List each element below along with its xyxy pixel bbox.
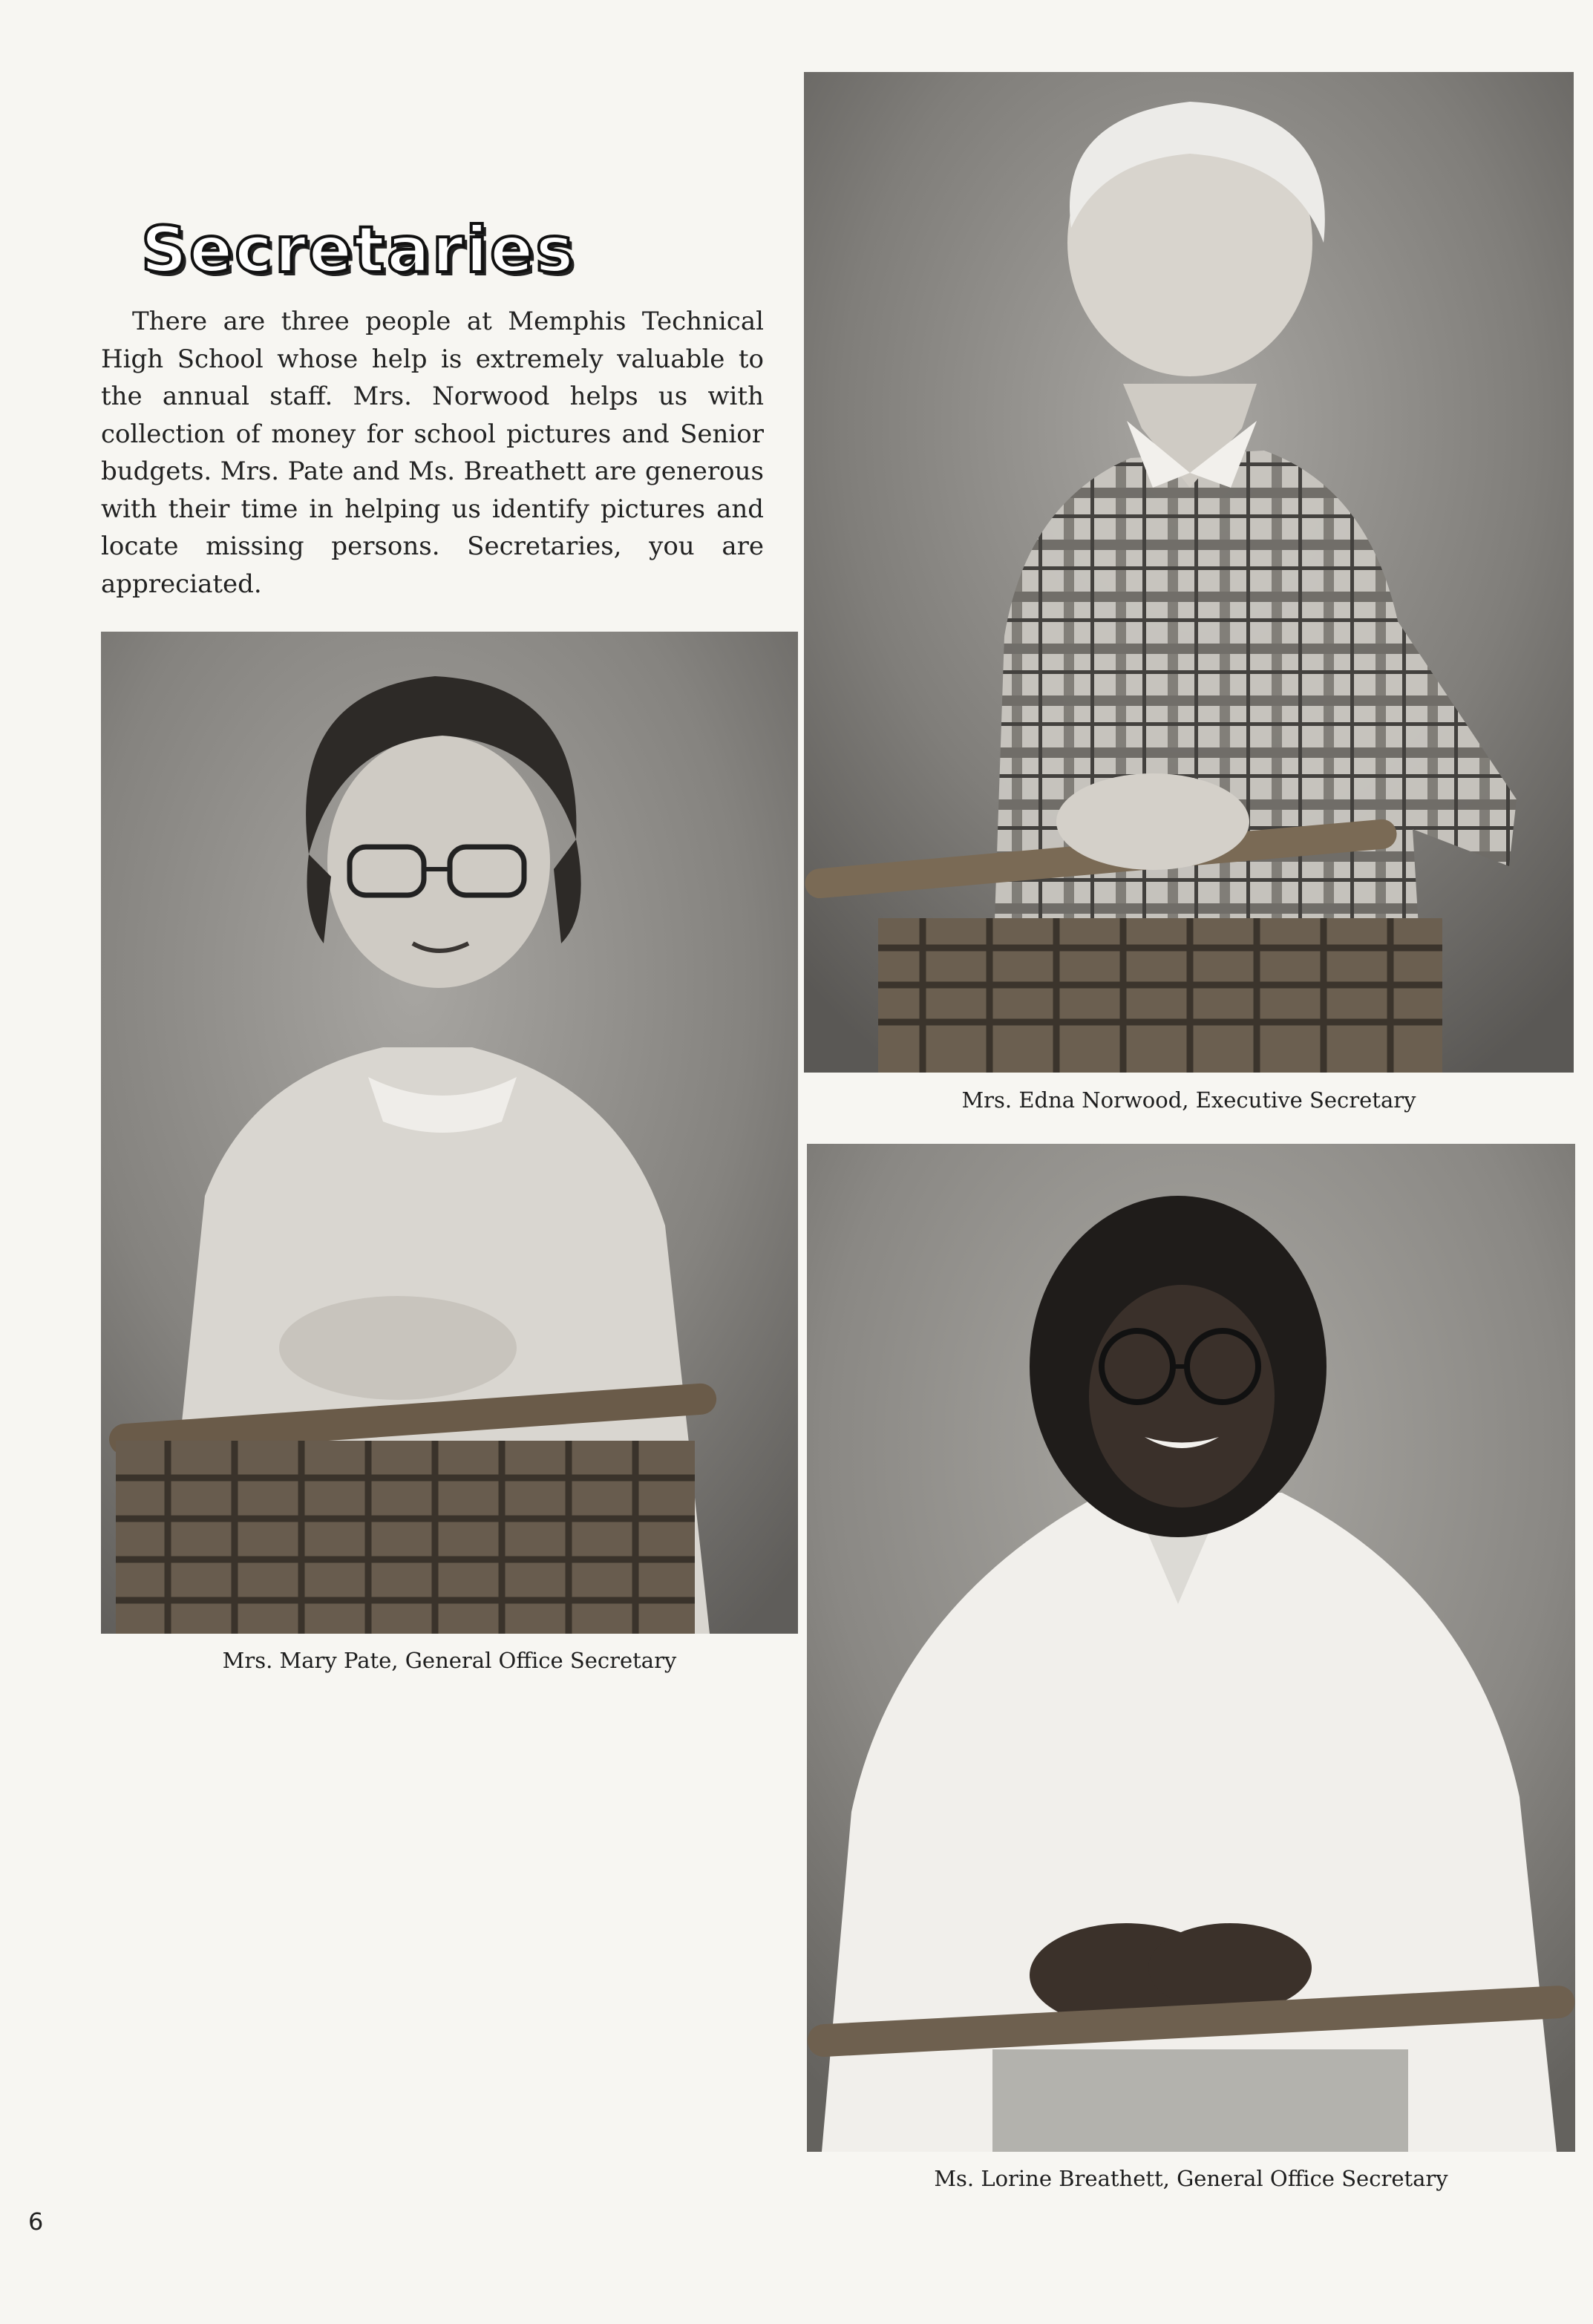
portrait-photo-pate <box>101 632 798 1634</box>
intro-paragraph: There are three people at Memphis Technical High School whose help is extremely valuable to the annual staff. Mrs. Norwood helps us with collection of money for school pictures and Senior budgets. Mrs. Pate and Ms. Breathett are generous with their time in helping us identify pictures and locate missing persons. Secretaries, you are appreciated. <box>101 307 764 599</box>
portrait-caption: Ms. Lorine Breathett, General Office Secretary <box>934 2166 1448 2191</box>
portrait-caption: Mrs. Edna Norwood, Executive Secretary <box>961 1087 1416 1113</box>
page-title: Secretaries <box>141 213 576 287</box>
page-number: 6 <box>28 2207 44 2236</box>
portrait-photo-norwood <box>804 72 1574 1073</box>
portrait-caption: Mrs. Mary Pate, General Office Secretary <box>222 1648 677 1673</box>
portrait-photo-breathett <box>807 1144 1575 2152</box>
